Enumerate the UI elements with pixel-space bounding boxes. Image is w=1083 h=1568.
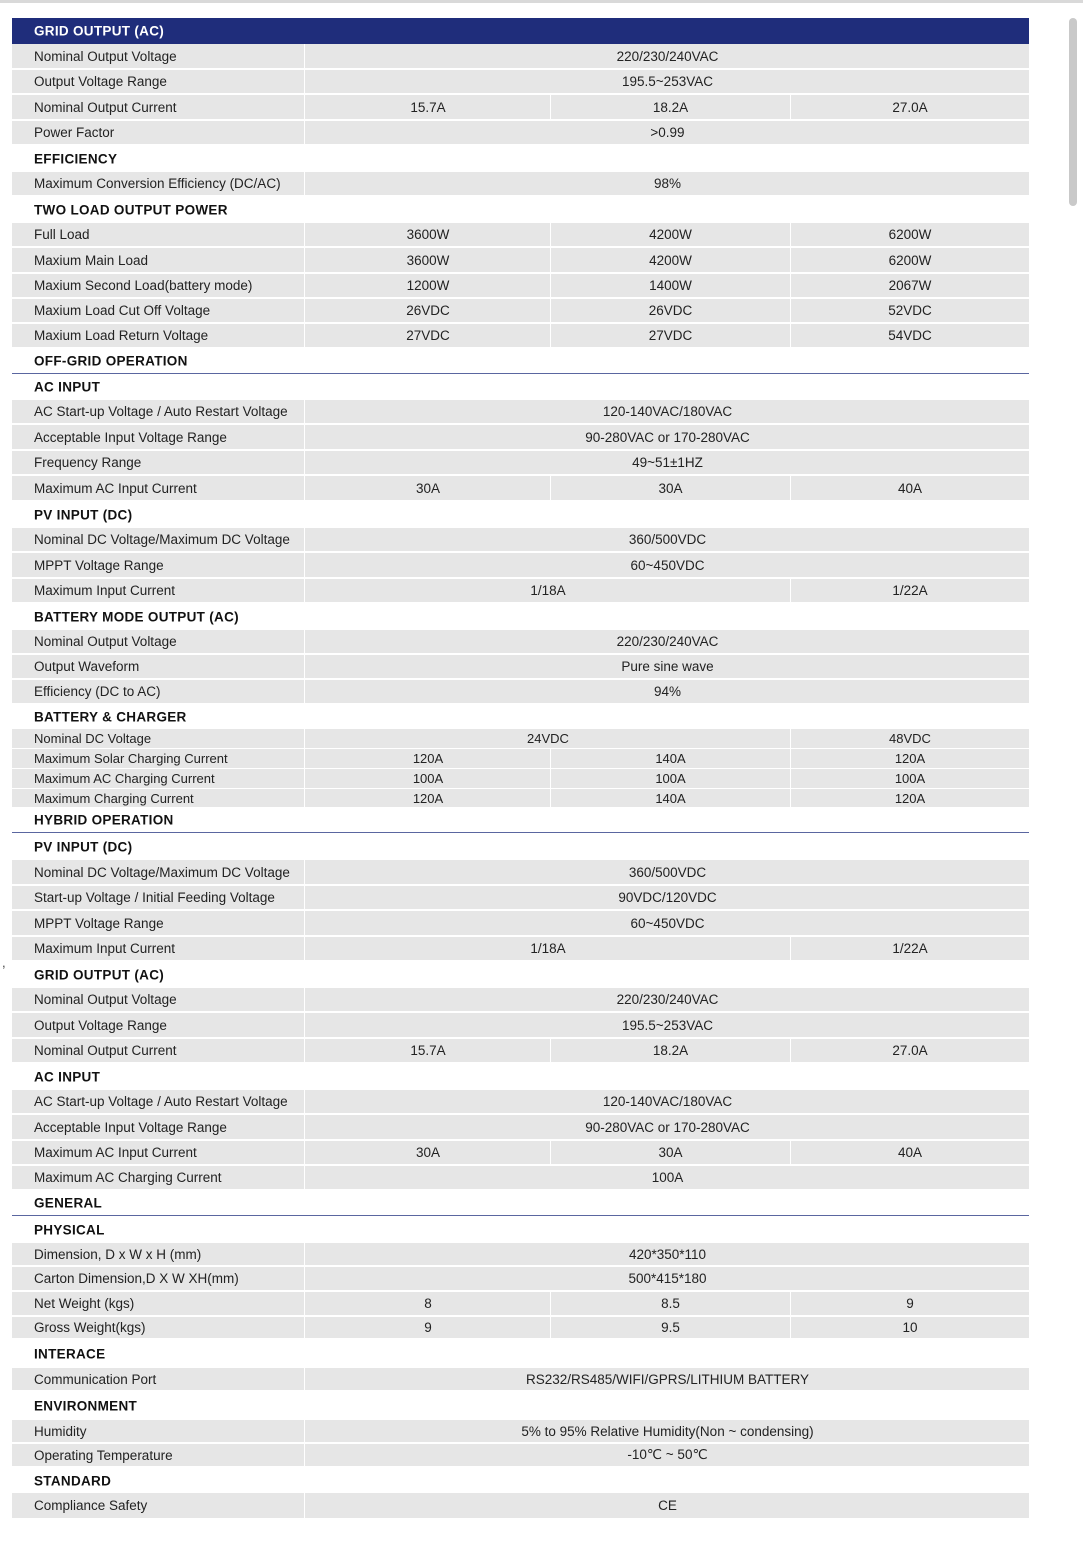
spec-row-acceptable-input-voltage-range — [12, 1115, 1029, 1141]
spec-value: 140A — [551, 749, 791, 768]
stray-mark: , — [2, 955, 6, 970]
spec-row-nominal-dc-voltage-maximum-dc-voltage — [12, 528, 1029, 553]
spec-value: 30A — [551, 476, 791, 500]
section-ac-input — [12, 374, 1029, 400]
spec-value: 3600W — [306, 223, 551, 246]
spec-value: Pure sine wave — [621, 659, 714, 674]
spec-value: 100A — [551, 769, 791, 788]
spec-value: 120-140VAC/180VAC — [602, 404, 733, 419]
spec-value: 220/230/240VAC — [616, 48, 719, 64]
section-title: GRID OUTPUT (AC) — [34, 967, 165, 983]
spec-value: 4200W — [551, 223, 791, 246]
spec-value: >0.99 — [650, 125, 685, 140]
spec-value: 4200W — [551, 248, 791, 272]
section-interace — [12, 1340, 1029, 1368]
spec-label: AC Start-up Voltage / Auto Restart Voltage — [12, 1090, 305, 1113]
section-battery-mode-output-ac — [12, 604, 1029, 630]
spec-value: 90-280VAC or 170-280VAC — [585, 1119, 750, 1135]
spec-row-maximum-input-current — [12, 579, 1029, 604]
spec-row-compliance-safety — [12, 1493, 1029, 1520]
section-title: BATTERY MODE OUTPUT (AC) — [34, 609, 239, 625]
spec-label: Acceptable Input Voltage Range — [12, 1115, 305, 1139]
spec-label: Nominal DC Voltage/Maximum DC Voltage — [12, 860, 305, 884]
spec-value: RS232/RS485/WIFI/GPRS/LITHIUM BATTERY — [525, 1371, 810, 1387]
spec-row-maximum-solar-charging-current — [12, 749, 1029, 769]
spec-row-carton-dimension-d-x-w-xh-mm — [12, 1267, 1029, 1292]
section-physical — [12, 1216, 1029, 1243]
spec-value: 100A — [651, 1170, 684, 1185]
spec-label: Start-up Voltage / Initial Feeding Voltage — [12, 886, 305, 909]
spec-row-maximum-charging-current — [12, 789, 1029, 808]
spec-label: Output Voltage Range — [12, 70, 305, 93]
spec-label: Communication Port — [12, 1368, 305, 1390]
spec-label: Humidity — [12, 1420, 305, 1442]
spec-value: 30A — [306, 1141, 551, 1164]
spec-label: Output Voltage Range — [12, 1013, 305, 1037]
spec-row-efficiency-dc-to-ac — [12, 680, 1029, 705]
spec-label: Maxium Load Cut Off Voltage — [12, 299, 305, 322]
spec-label: MPPT Voltage Range — [12, 553, 305, 577]
spec-label: Frequency Range — [12, 451, 305, 474]
spec-row-maximum-ac-charging-current — [12, 1166, 1029, 1191]
spec-value: 15.7A — [306, 95, 551, 119]
section-title: STANDARD — [34, 1473, 112, 1488]
spec-row-output-waveform — [12, 655, 1029, 680]
spec-row-nominal-output-voltage — [12, 630, 1029, 655]
spec-row-dimension-d-x-w-x-h-mm — [12, 1243, 1029, 1267]
spec-value: 9 — [906, 1296, 914, 1311]
spec-value: 98% — [653, 176, 682, 191]
spec-row-output-voltage-range — [12, 70, 1029, 95]
spec-value: 49~51±1HZ — [632, 455, 703, 470]
spec-value: 9.5 — [551, 1317, 791, 1338]
spec-table — [12, 18, 1029, 1520]
spec-value: 360/500VDC — [628, 532, 707, 547]
spec-label: Maxium Load Return Voltage — [12, 324, 305, 347]
spec-row-net-weight-kgs — [12, 1292, 1029, 1317]
spec-row-maxium-load-return-voltage — [12, 324, 1029, 349]
section-title: ENVIRONMENT — [34, 1398, 138, 1414]
spec-label: Acceptable Input Voltage Range — [12, 425, 305, 449]
spec-label: Power Factor — [12, 121, 305, 144]
vertical-scrollbar[interactable] — [1069, 18, 1077, 206]
spec-value: 6200W — [888, 252, 932, 268]
spec-label: Gross Weight(kgs) — [12, 1317, 305, 1338]
spec-label: Maximum Charging Current — [12, 789, 305, 807]
spec-value: 27VDC — [551, 324, 791, 347]
spec-value: 40A — [897, 1145, 923, 1160]
spec-value: 120A — [894, 751, 926, 766]
spec-value: 94% — [653, 684, 682, 699]
section-grid-output-ac — [12, 962, 1029, 988]
section-grid-output-ac — [12, 18, 1029, 44]
spec-label: Nominal Output Voltage — [12, 988, 305, 1011]
spec-value: 10 — [902, 1320, 918, 1335]
spec-value: 195.5~253VAC — [622, 1017, 713, 1033]
spec-value: -10℃ ~ 50℃ — [627, 1447, 708, 1462]
section-title: GRID OUTPUT (AC) — [34, 23, 165, 39]
spec-row-maximum-ac-input-current — [12, 476, 1029, 502]
section-battery-charger — [12, 705, 1029, 729]
spec-value: 60~450VDC — [630, 915, 705, 931]
spec-value: 3600W — [306, 248, 551, 272]
spec-value: 120-140VAC/180VAC — [602, 1094, 733, 1109]
spec-value: 40A — [897, 480, 923, 496]
section-hybrid-operation — [12, 808, 1029, 833]
section-general — [12, 1191, 1029, 1216]
spec-label: Net Weight (kgs) — [12, 1292, 305, 1315]
spec-value: 120A — [894, 790, 926, 806]
spec-value: 30A — [306, 476, 551, 500]
spec-value: 27.0A — [892, 1043, 928, 1058]
spec-row-nominal-dc-voltage-maximum-dc-voltage — [12, 860, 1029, 886]
spec-value: 220/230/240VAC — [616, 992, 719, 1007]
spec-value: 100A — [306, 769, 551, 788]
spec-label: Nominal DC Voltage — [12, 729, 305, 748]
spec-value: 140A — [551, 789, 791, 807]
spec-value: 48VDC — [889, 731, 931, 746]
spec-row-maximum-conversion-efficiency-dc-ac — [12, 172, 1029, 197]
spec-row-gross-weight-kgs — [12, 1317, 1029, 1340]
spec-row-maxium-main-load — [12, 248, 1029, 274]
spec-label: Nominal Output Current — [12, 95, 305, 119]
spec-label: Compliance Safety — [12, 1493, 305, 1518]
section-environment — [12, 1392, 1029, 1420]
spec-row-nominal-output-current — [12, 1039, 1029, 1064]
spec-row-maximum-ac-charging-current — [12, 769, 1029, 789]
spec-row-ac-start-up-voltage-auto-restart-voltage — [12, 1090, 1029, 1115]
top-divider — [0, 0, 1083, 3]
spec-label: Maxium Main Load — [12, 248, 305, 272]
section-title: AC INPUT — [34, 1069, 101, 1085]
spec-row-nominal-output-current — [12, 95, 1029, 121]
spec-value: 60~450VDC — [630, 557, 705, 573]
spec-label: AC Start-up Voltage / Auto Restart Voltage — [12, 400, 305, 423]
section-title: OFF-GRID OPERATION — [34, 353, 188, 369]
section-title: HYBRID OPERATION — [34, 812, 174, 828]
section-title: PV INPUT (DC) — [34, 507, 133, 523]
spec-label: Maximum AC Input Current — [12, 1141, 305, 1164]
spec-value: 90-280VAC or 170-280VAC — [585, 429, 750, 445]
spec-row-maxium-second-load-battery-mode — [12, 274, 1029, 299]
spec-row-maxium-load-cut-off-voltage — [12, 299, 1029, 324]
spec-value: 195.5~253VAC — [622, 74, 713, 89]
spec-value: 26VDC — [551, 299, 791, 322]
spec-value: 5% to 95% Relative Humidity(Non ~ condensing) — [521, 1423, 814, 1439]
section-pv-input-dc — [12, 502, 1029, 528]
spec-label: Maximum Conversion Efficiency (DC/AC) — [12, 172, 305, 195]
spec-value: 15.7A — [306, 1039, 551, 1062]
spec-row-communication-port — [12, 1368, 1029, 1392]
section-title: AC INPUT — [34, 379, 101, 395]
spec-value: 120A — [306, 749, 551, 768]
spec-value: 24VDC — [306, 729, 791, 748]
spec-row-nominal-dc-voltage — [12, 729, 1029, 749]
spec-value: 500*415*180 — [628, 1271, 707, 1286]
spec-label: Efficiency (DC to AC) — [12, 680, 305, 703]
spec-value: 18.2A — [551, 1039, 791, 1062]
spec-label: Maximum AC Charging Current — [12, 769, 305, 788]
section-pv-input-dc — [12, 833, 1029, 860]
spec-label: Maximum Solar Charging Current — [12, 749, 305, 768]
spec-value: 220/230/240VAC — [616, 634, 719, 649]
section-title: PV INPUT (DC) — [34, 839, 133, 854]
spec-label: Dimension, D x W x H (mm) — [12, 1243, 305, 1265]
spec-label: Maximum Input Current — [12, 579, 305, 602]
spec-value: 54VDC — [888, 328, 932, 343]
spec-row-ac-start-up-voltage-auto-restart-voltage — [12, 400, 1029, 425]
spec-value: 1/18A — [306, 579, 791, 602]
spec-label: Operating Temperature — [12, 1444, 305, 1466]
spec-label: Nominal Output Voltage — [12, 630, 305, 653]
spec-row-frequency-range — [12, 451, 1029, 476]
section-title: EFFICIENCY — [34, 151, 118, 167]
spec-row-nominal-output-voltage — [12, 44, 1029, 70]
spec-value: 27.0A — [892, 99, 928, 115]
spec-value: 52VDC — [888, 303, 932, 318]
spec-label: Nominal Output Voltage — [12, 44, 305, 68]
spec-label: Carton Dimension,D X W XH(mm) — [12, 1267, 305, 1290]
spec-row-output-voltage-range — [12, 1013, 1029, 1039]
spec-value: 27VDC — [306, 324, 551, 347]
spec-label: Maximum Input Current — [12, 937, 305, 960]
spec-label: Maximum AC Input Current — [12, 476, 305, 500]
spec-value: 120A — [306, 789, 551, 807]
spec-label: Full Load — [12, 223, 305, 246]
section-efficiency — [12, 146, 1029, 172]
section-off-grid-operation — [12, 349, 1029, 374]
spec-row-mppt-voltage-range — [12, 911, 1029, 937]
spec-value: 1400W — [551, 274, 791, 297]
section-title: BATTERY & CHARGER — [34, 709, 187, 725]
spec-label: MPPT Voltage Range — [12, 911, 305, 935]
spec-row-humidity — [12, 1420, 1029, 1444]
spec-value: 90VDC/120VDC — [618, 890, 717, 905]
section-ac-input — [12, 1064, 1029, 1090]
spec-row-maximum-ac-input-current — [12, 1141, 1029, 1166]
spec-row-acceptable-input-voltage-range — [12, 425, 1029, 451]
spec-value: 1/22A — [892, 941, 928, 956]
spec-row-nominal-output-voltage — [12, 988, 1029, 1013]
spec-value: 9 — [306, 1317, 551, 1338]
spec-value: 360/500VDC — [628, 864, 707, 880]
spec-value: 2067W — [888, 278, 932, 293]
spec-value: 1200W — [306, 274, 551, 297]
section-title: PHYSICAL — [34, 1222, 105, 1237]
spec-value: 420*350*110 — [628, 1246, 707, 1262]
spec-row-mppt-voltage-range — [12, 553, 1029, 579]
spec-row-full-load — [12, 223, 1029, 248]
spec-row-maximum-input-current — [12, 937, 1029, 962]
spec-label: Nominal DC Voltage/Maximum DC Voltage — [12, 528, 305, 551]
spec-value: 30A — [551, 1141, 791, 1164]
spec-label: Nominal Output Current — [12, 1039, 305, 1062]
section-two-load-output-power — [12, 197, 1029, 223]
spec-value: 100A — [894, 771, 926, 786]
spec-row-operating-temperature — [12, 1444, 1029, 1468]
spec-row-power-factor — [12, 121, 1029, 146]
spec-label: Maxium Second Load(battery mode) — [12, 274, 305, 297]
spec-value: 1/18A — [306, 937, 791, 960]
spec-value: CE — [658, 1498, 677, 1513]
spec-label: Maximum AC Charging Current — [12, 1166, 305, 1189]
section-title: INTERACE — [34, 1346, 106, 1362]
spec-value: 8.5 — [551, 1292, 791, 1315]
section-title: TWO LOAD OUTPUT POWER — [34, 202, 228, 218]
section-title: GENERAL — [34, 1195, 103, 1211]
spec-value: 1/22A — [892, 583, 928, 598]
section-standard — [12, 1468, 1029, 1493]
spec-label: Output Waveform — [12, 655, 305, 678]
spec-value: 26VDC — [306, 299, 551, 322]
spec-value: 18.2A — [551, 95, 791, 119]
spec-row-start-up-voltage-initial-feeding-voltage — [12, 886, 1029, 911]
spec-value: 6200W — [888, 227, 932, 242]
spec-value: 8 — [306, 1292, 551, 1315]
